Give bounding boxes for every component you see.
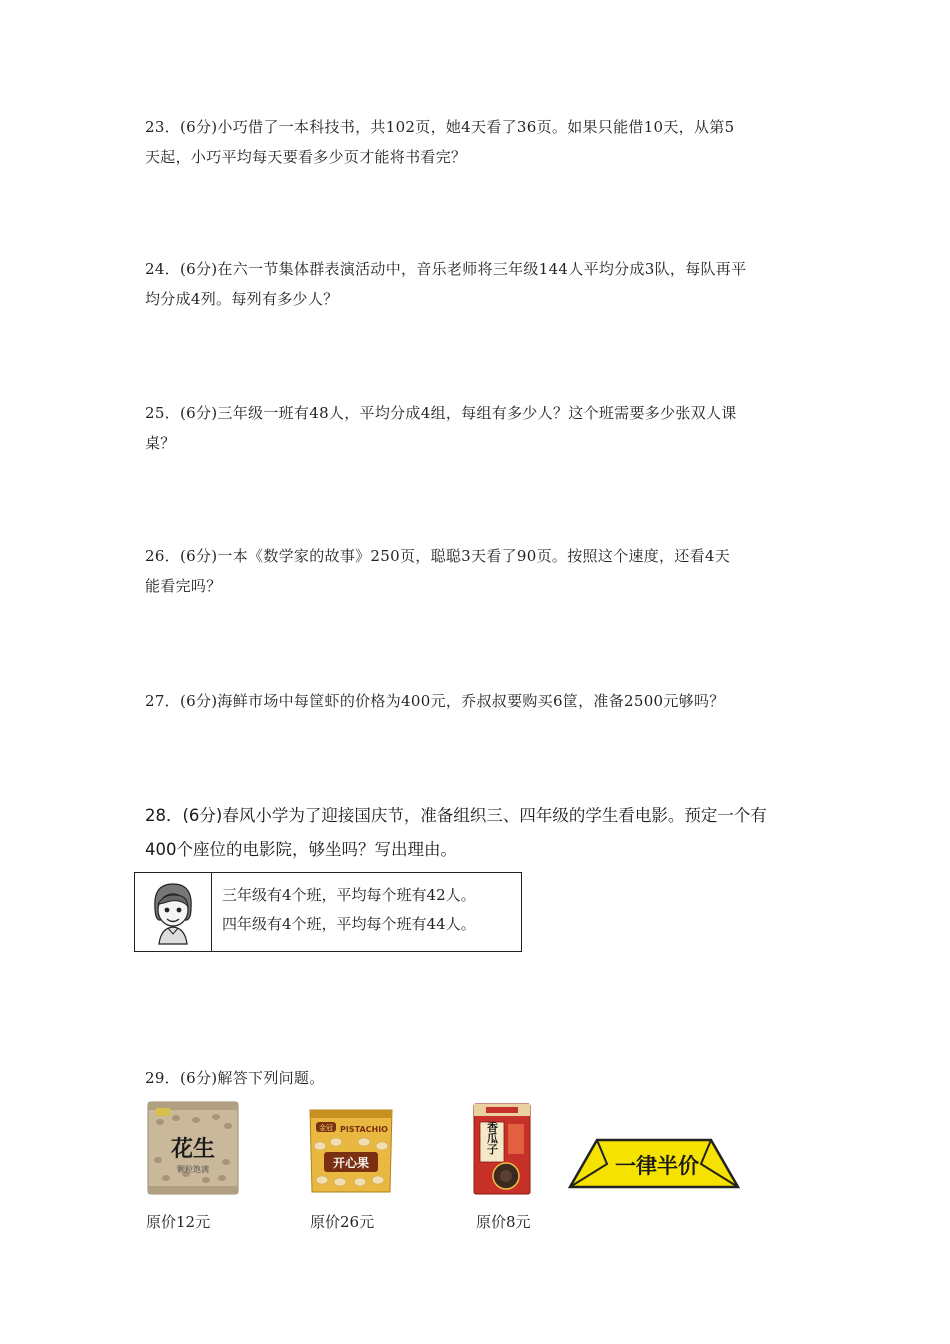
- question-26-line-2: 能看完吗？: [145, 577, 222, 595]
- question-27-line-1: 27．(6分)海鲜市场中每筐虾的价格为400元，乔叔叔要购买6筐，准备2500元够吗？: [145, 692, 725, 710]
- product-row: [0, 1100, 950, 1240]
- question-23-line-1: 23．(6分)小巧借了一本科技书，共102页，她4天看了36页。如果只能借10天，从第5: [145, 118, 735, 136]
- pistachio-brand: 金冠: [319, 1124, 333, 1132]
- pistachio-price: 原价26元: [310, 1213, 375, 1231]
- question-26: [145, 541, 810, 601]
- question-28: [145, 799, 825, 867]
- peanut-price: 原价12元: [146, 1213, 211, 1231]
- question-24-line-2: 均分成4列。每列有多少人？: [145, 290, 339, 308]
- peanut-package-sublabel: 颗粒饱满: [177, 1165, 209, 1174]
- sunflower-seed-package-label: 香瓜子: [485, 1121, 499, 1155]
- question-26-line-1: 26．(6分)一本《数学家的故事》250页，聪聪3天看了90页。按照这个速度，还看4天: [145, 547, 731, 565]
- pistachio-english-label: PISTACHIO: [340, 1125, 388, 1134]
- question-29-line-1: 29．(6分)解答下列问题。: [145, 1069, 325, 1087]
- info-grade-3: 三年级有4个班，平均每个班有42人。: [222, 886, 476, 904]
- question-24-line-1: 24．(6分)在六一节集体群表演活动中，音乐老师将三年级144人平均分成3队，每队再平: [145, 260, 747, 278]
- pistachio-package-image: [306, 1106, 396, 1200]
- half-price-banner: [567, 1137, 741, 1195]
- question-24: [145, 254, 810, 314]
- sunflower-seed-price: 原价8元: [476, 1213, 531, 1231]
- question-25: [145, 398, 810, 458]
- peanut-package-label: 花生: [170, 1137, 216, 1162]
- pistachio-package-label: 开心果: [332, 1156, 370, 1170]
- question-23: [145, 112, 810, 172]
- sunflower-seed-package-image: [472, 1102, 532, 1200]
- question-25-line-2: 桌？: [145, 434, 176, 452]
- question-28-line-1: 28．(6分)春风小学为了迎接国庆节，准备组织三、四年级的学生看电影。预定一个有: [145, 806, 767, 825]
- question-29: [145, 1063, 810, 1093]
- question-28-info-box: [134, 872, 522, 952]
- info-grade-4: 四年级有4个班，平均每个班有44人。: [222, 915, 476, 933]
- girl-avatar-icon: [135, 873, 212, 951]
- question-28-line-2: 400个座位的电影院，够坐吗？写出理由。: [145, 840, 457, 859]
- question-28-info-text: [212, 873, 476, 951]
- half-price-banner-text: 一律半价: [615, 1154, 699, 1178]
- peanut-package-image: [146, 1100, 240, 1200]
- question-27: [145, 686, 835, 716]
- question-23-line-2: 天起，小巧平均每天要看多少页才能将书看完？: [145, 148, 467, 166]
- question-25-line-1: 25．(6分)三年级一班有48人，平均分成4组，每组有多少人？这个班需要多少张双人课: [145, 404, 737, 422]
